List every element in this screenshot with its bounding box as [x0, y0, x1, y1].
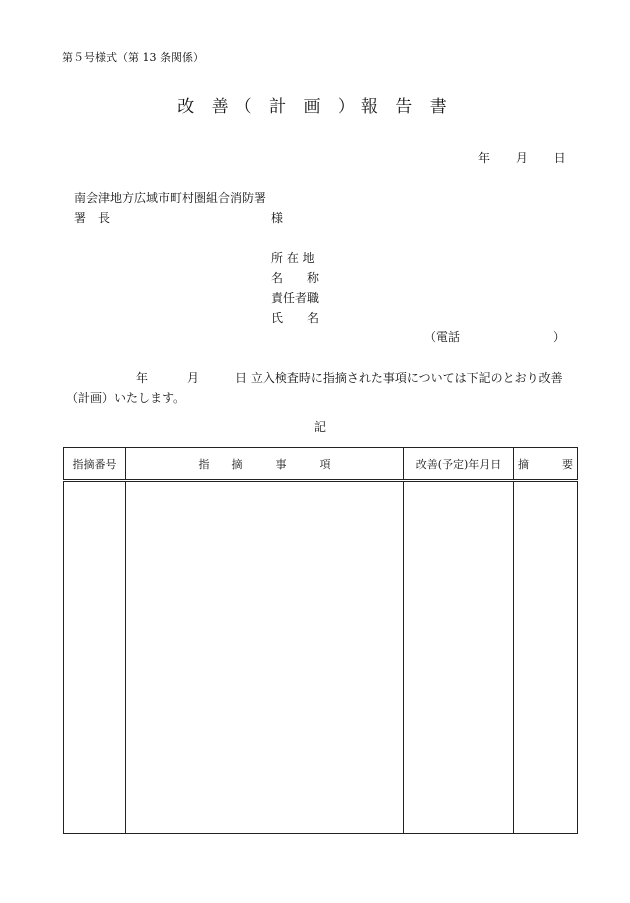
- name-label: 名 称: [271, 271, 320, 285]
- cell-improvement-date[interactable]: [404, 481, 514, 834]
- recipient-title: 署 長: [74, 211, 111, 225]
- recipient-honorific: 様: [271, 211, 284, 225]
- person-name-label: 氏 名: [271, 311, 320, 325]
- recipient-organization: 南会津地方広域市町村圏組合消防署: [74, 191, 267, 205]
- table-row: [64, 481, 578, 834]
- table-header-row: [64, 448, 578, 481]
- cell-remarks[interactable]: [514, 481, 578, 834]
- cell-finding-number[interactable]: [64, 481, 126, 834]
- findings-table: [63, 447, 578, 834]
- address-label: 所 在 地: [271, 251, 315, 265]
- date-line: 年 月 日: [478, 151, 566, 165]
- body-text-line2: （計画）いたします。: [66, 391, 186, 405]
- header-finding-item: 指 摘 事 項: [126, 448, 404, 481]
- header-remarks: 摘 要: [514, 448, 578, 481]
- telephone-close-paren: ）: [553, 330, 566, 344]
- header-improvement-date: 改善(予定)年月日: [404, 448, 514, 481]
- body-month: 月: [187, 371, 200, 385]
- ki-heading: 記: [313, 420, 326, 434]
- body-year: 年: [136, 371, 149, 385]
- body-text-line1: 日 立入検査時に指摘された事項については下記のとおり改善: [235, 371, 563, 385]
- cell-finding-item[interactable]: [126, 481, 404, 834]
- responsible-position-label: 責任者職: [271, 291, 320, 305]
- telephone-label: （電話: [424, 330, 461, 344]
- document-title: 改 善（ 計 画 ）報 告 書: [177, 97, 453, 117]
- form-number: 第５号様式（第 13 条関係）: [62, 51, 204, 64]
- header-finding-number: 指摘番号: [64, 448, 126, 481]
